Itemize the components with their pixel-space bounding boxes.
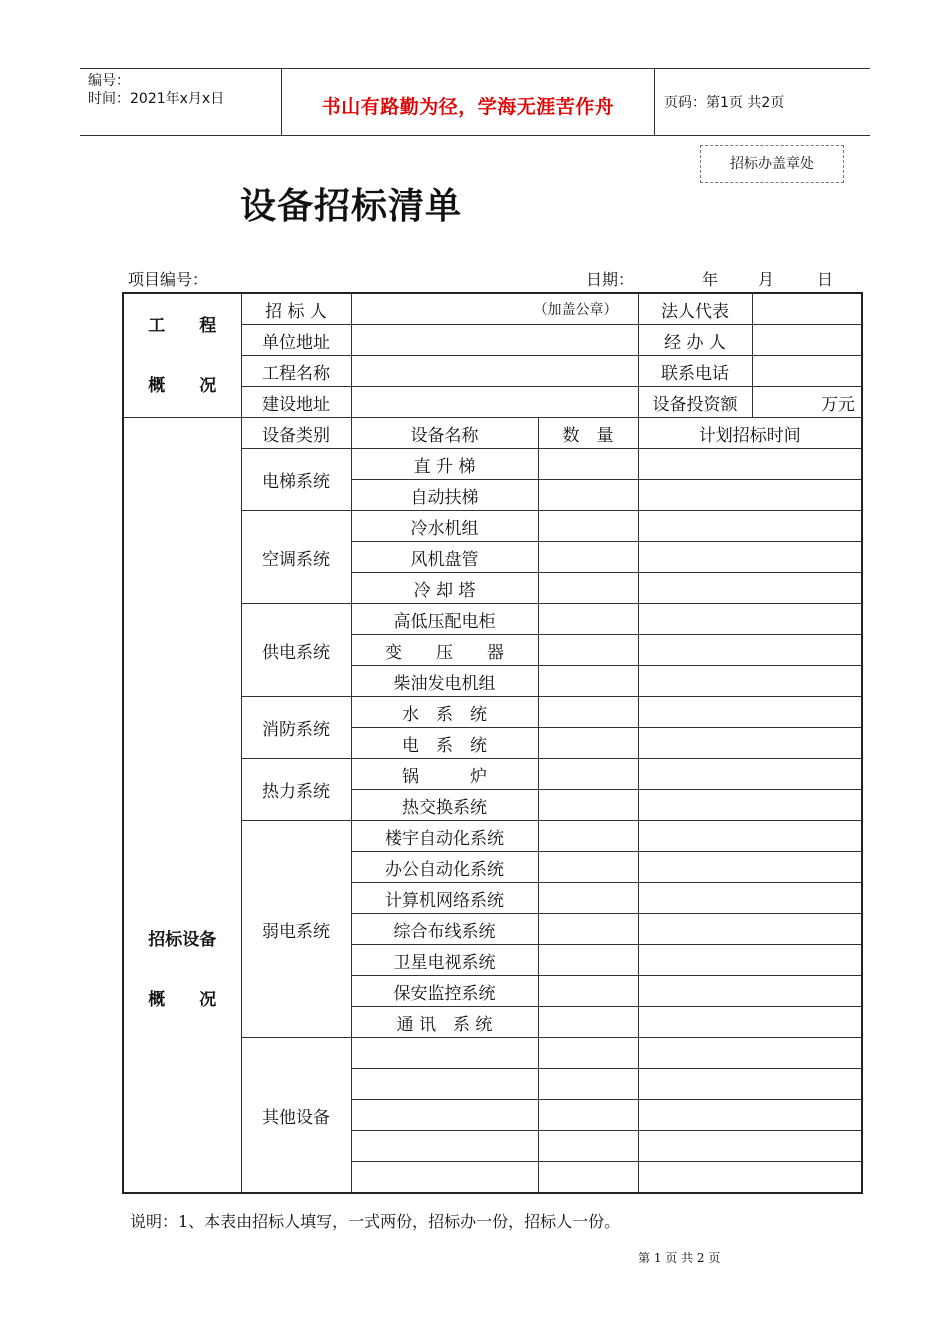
plan-time-field[interactable] <box>638 697 862 728</box>
legal-rep-field[interactable] <box>752 293 862 325</box>
contact-phone-field[interactable] <box>752 356 862 387</box>
official-seal-note: （加盖公章） <box>533 302 618 318</box>
stamp-box: 招标办盖章处 <box>700 145 844 183</box>
quantity-field[interactable] <box>538 1069 638 1100</box>
quantity-field[interactable] <box>538 511 638 542</box>
equipment-name: 电 系 统 <box>351 728 538 759</box>
quantity-field[interactable] <box>538 697 638 728</box>
plan-time-field[interactable] <box>638 1131 862 1162</box>
equipment-category: 热力系统 <box>241 759 351 821</box>
plan-time-field[interactable] <box>638 945 862 976</box>
doc-number-label: 编号： <box>88 73 130 89</box>
date-month: 月 <box>758 270 775 289</box>
plan-time-field[interactable] <box>638 666 862 697</box>
header-top-rule <box>80 68 870 69</box>
equipment-name: 冷水机组 <box>351 511 538 542</box>
page-title: 设备招标清单 <box>240 186 463 227</box>
equipment-name[interactable] <box>351 1162 538 1194</box>
equipment-category: 弱电系统 <box>241 821 351 1038</box>
plan-time-field[interactable] <box>638 790 862 821</box>
unit-address-label: 单位地址 <box>241 325 351 356</box>
plan-time-header: 计划招标时间 <box>638 418 862 449</box>
quantity-field[interactable] <box>538 1100 638 1131</box>
equipment-section-line2: 概 况 <box>148 990 217 1010</box>
tenderer-label: 招 标 人 <box>241 293 351 325</box>
tenderer-field[interactable] <box>351 293 638 325</box>
plan-time-field[interactable] <box>638 914 862 945</box>
header-divider <box>654 68 655 135</box>
quantity-field[interactable] <box>538 790 638 821</box>
contact-phone-label: 联系电话 <box>638 356 752 387</box>
plan-time-field[interactable] <box>638 852 862 883</box>
equipment-name: 通 讯 系 统 <box>351 1007 538 1038</box>
plan-time-field[interactable] <box>638 728 862 759</box>
equipment-name: 冷 却 塔 <box>351 573 538 604</box>
quantity-field[interactable] <box>538 635 638 666</box>
equipment-name: 自动扶梯 <box>351 480 538 511</box>
equipment-name: 变 压 器 <box>351 635 538 666</box>
footnote: 说明：1、本表由招标人填写，一式两份，招标办一份，招标人一份。 <box>130 1212 621 1231</box>
unit-address-field[interactable] <box>351 325 638 356</box>
equipment-category: 电梯系统 <box>241 449 351 511</box>
plan-time-field[interactable] <box>638 635 862 666</box>
quantity-field[interactable] <box>538 852 638 883</box>
equipment-name: 高低压配电柜 <box>351 604 538 635</box>
quantity-field[interactable] <box>538 914 638 945</box>
equipment-name[interactable] <box>351 1069 538 1100</box>
equipment-name: 保安监控系统 <box>351 976 538 1007</box>
quantity-field[interactable] <box>538 759 638 790</box>
date-day: 日 <box>817 270 834 289</box>
project-name-field[interactable] <box>351 356 638 387</box>
equipment-name: 计算机网络系统 <box>351 883 538 914</box>
equipment-section-label <box>123 418 241 1194</box>
project-section-line2: 概 况 <box>148 375 217 396</box>
plan-time-field[interactable] <box>638 480 862 511</box>
investment-field[interactable] <box>752 387 862 418</box>
quantity-field[interactable] <box>538 945 638 976</box>
equipment-name: 水 系 统 <box>351 697 538 728</box>
investment-unit: 万元 <box>821 394 855 415</box>
quantity-field[interactable] <box>538 573 638 604</box>
equipment-name[interactable] <box>351 1100 538 1131</box>
equipment-category: 其他设备 <box>241 1038 351 1194</box>
quantity-field[interactable] <box>538 728 638 759</box>
category-header: 设备类别 <box>241 418 351 449</box>
project-section-line1: 工 程 <box>148 315 217 336</box>
date-year: 年 <box>702 270 719 289</box>
plan-time-field[interactable] <box>638 759 862 790</box>
doc-time-label: 时间：2021年x月x日 <box>88 91 225 107</box>
quantity-field[interactable] <box>538 1007 638 1038</box>
build-address-field[interactable] <box>351 387 638 418</box>
plan-time-field[interactable] <box>638 1038 862 1069</box>
equipment-form-table <box>122 292 863 1194</box>
equipment-name: 热交换系统 <box>351 790 538 821</box>
quantity-field[interactable] <box>538 449 638 480</box>
quantity-field[interactable] <box>538 1131 638 1162</box>
project-row <box>123 293 862 325</box>
equipment-name: 直 升 梯 <box>351 449 538 480</box>
quantity-field[interactable] <box>538 480 638 511</box>
plan-time-field[interactable] <box>638 1007 862 1038</box>
quantity-header: 数 量 <box>538 418 638 449</box>
equipment-name: 楼宇自动化系统 <box>351 821 538 852</box>
quantity-field[interactable] <box>538 1162 638 1194</box>
equipment-category: 供电系统 <box>241 604 351 697</box>
equipment-header-row <box>123 418 862 449</box>
header-motto: 书山有路勤为径，学海无涯苦作舟 <box>321 96 615 118</box>
page-info: 页码：第1页 共2页 <box>664 95 785 111</box>
equipment-category: 消防系统 <box>241 697 351 759</box>
project-number-label: 项目编号： <box>128 270 209 289</box>
equipment-name: 综合布线系统 <box>351 914 538 945</box>
investment-label: 设备投资额 <box>638 387 752 418</box>
quantity-field[interactable] <box>538 976 638 1007</box>
equipment-category: 空调系统 <box>241 511 351 604</box>
handler-label: 经 办 人 <box>638 325 752 356</box>
equipment-name[interactable] <box>351 1131 538 1162</box>
plan-time-field[interactable] <box>638 1100 862 1131</box>
plan-time-field[interactable] <box>638 883 862 914</box>
quantity-field[interactable] <box>538 821 638 852</box>
plan-time-field[interactable] <box>638 1069 862 1100</box>
plan-time-field[interactable] <box>638 573 862 604</box>
plan-time-field[interactable] <box>638 542 862 573</box>
equipment-name: 办公自动化系统 <box>351 852 538 883</box>
project-section-label <box>123 293 241 418</box>
header-bottom-rule <box>80 135 870 136</box>
legal-rep-label: 法人代表 <box>638 293 752 325</box>
quantity-field[interactable] <box>538 542 638 573</box>
quantity-field[interactable] <box>538 883 638 914</box>
plan-time-field[interactable] <box>638 449 862 480</box>
equipment-name: 卫星电视系统 <box>351 945 538 976</box>
plan-time-field[interactable] <box>638 511 862 542</box>
date-label: 日期： <box>586 270 635 289</box>
handler-field[interactable] <box>752 325 862 356</box>
plan-time-field[interactable] <box>638 976 862 1007</box>
equipment-name[interactable] <box>351 1038 538 1069</box>
equipment-name: 柴油发电机组 <box>351 666 538 697</box>
build-address-label: 建设地址 <box>241 387 351 418</box>
quantity-field[interactable] <box>538 604 638 635</box>
quantity-field[interactable] <box>538 1038 638 1069</box>
equipment-name: 锅 炉 <box>351 759 538 790</box>
name-header: 设备名称 <box>351 418 538 449</box>
equipment-name: 风机盘管 <box>351 542 538 573</box>
page-footer: 第 1 页 共 2 页 <box>638 1251 721 1265</box>
quantity-field[interactable] <box>538 666 638 697</box>
project-name-label: 工程名称 <box>241 356 351 387</box>
plan-time-field[interactable] <box>638 1162 862 1194</box>
plan-time-field[interactable] <box>638 604 862 635</box>
plan-time-field[interactable] <box>638 821 862 852</box>
equipment-section-line1: 招标设备 <box>148 930 217 950</box>
